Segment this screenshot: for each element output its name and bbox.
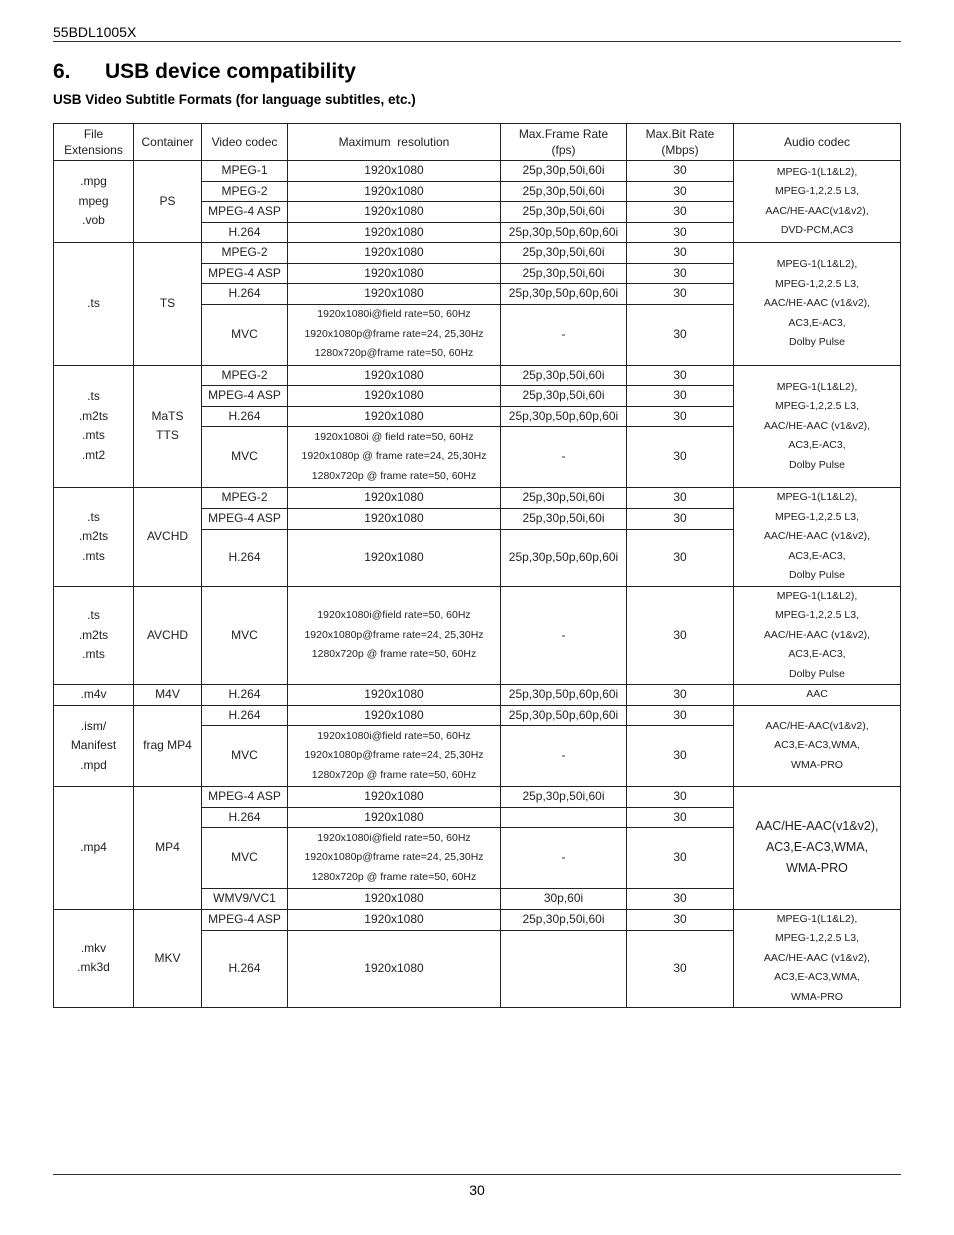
bit-rate-cell: 30	[627, 529, 734, 586]
container-cell: AVCHD	[134, 488, 202, 587]
file-extensions-cell: .mpg mpeg .vob	[54, 161, 134, 243]
header-audio-codec: Audio codec	[734, 124, 901, 161]
max-resolution-cell: 1920x1080	[288, 222, 501, 243]
bit-rate-cell: 30	[627, 807, 734, 828]
document-model-id: 55BDL1005X	[53, 24, 137, 40]
video-codec-cell: MVC	[202, 304, 288, 365]
max-resolution-cell: 1920x1080i@field rate=50, 60Hz 1920x1080p@frame rate=24, 25,30Hz 1280x720p @ frame rate=50, 60Hz	[288, 726, 501, 787]
page-number: 30	[469, 1182, 485, 1198]
video-codec-cell: MPEG-2	[202, 243, 288, 264]
audio-codec-cell: MPEG-1(L1&L2), MPEG-1,2,2.5 L3, AAC/HE-AAC(v1&v2), DVD-PCM,AC3	[734, 161, 901, 243]
video-codec-cell: H.264	[202, 222, 288, 243]
section-title	[53, 60, 356, 84]
video-codec-cell: MPEG-4 ASP	[202, 909, 288, 930]
bit-rate-cell: 30	[627, 828, 734, 889]
bit-rate-cell: 30	[627, 284, 734, 305]
bit-rate-cell: 30	[627, 406, 734, 427]
video-codec-cell: H.264	[202, 685, 288, 706]
video-codec-cell: WMV9/VC1	[202, 889, 288, 910]
frame-rate-cell: 25p,30p,50i,60i	[501, 386, 627, 407]
frame-rate-cell: -	[501, 726, 627, 787]
bit-rate-cell: 30	[627, 161, 734, 182]
bit-rate-cell: 30	[627, 488, 734, 509]
header-video-codec: Video codec	[202, 124, 288, 161]
video-codec-cell: MVC	[202, 726, 288, 787]
header-maximum-resolution: Maximum resolution	[288, 124, 501, 161]
bit-rate-cell: 30	[627, 386, 734, 407]
file-extensions-cell: .mkv .mk3d	[54, 909, 134, 1008]
bit-rate-cell: 30	[627, 705, 734, 726]
table-body	[54, 124, 901, 1008]
video-codec-cell: H.264	[202, 930, 288, 1007]
video-codec-cell: MVC	[202, 427, 288, 488]
max-resolution-cell: 1920x1080	[288, 488, 501, 509]
file-extensions-cell: .ts	[54, 243, 134, 366]
max-resolution-cell: 1920x1080i@field rate=50, 60Hz 1920x1080p@frame rate=24, 25,30Hz 1280x720p @ frame rate=50, 60Hz	[288, 828, 501, 889]
header-container: Container	[134, 124, 202, 161]
bit-rate-cell: 30	[627, 889, 734, 910]
table-row	[54, 161, 901, 182]
frame-rate-cell: 25p,30p,50p,60p,60i	[501, 406, 627, 427]
container-cell: MaTS TTS	[134, 365, 202, 488]
frame-rate-cell: 25p,30p,50p,60p,60i	[501, 529, 627, 586]
max-resolution-cell: 1920x1080	[288, 705, 501, 726]
footer-rule	[53, 1174, 901, 1175]
frame-rate-cell: 25p,30p,50p,60p,60i	[501, 222, 627, 243]
audio-codec-cell: MPEG-1(L1&L2), MPEG-1,2,2.5 L3, AAC/HE-AAC (v1&v2), AC3,E-AC3, Dolby Pulse	[734, 365, 901, 488]
frame-rate-cell: 25p,30p,50i,60i	[501, 488, 627, 509]
frame-rate-cell: 25p,30p,50i,60i	[501, 365, 627, 386]
video-codec-cell: H.264	[202, 529, 288, 586]
table-row	[54, 787, 901, 808]
max-resolution-cell: 1920x1080	[288, 930, 501, 1007]
section-title-text: USB device compatibility	[105, 60, 356, 83]
table-row	[54, 243, 901, 264]
audio-codec-cell: MPEG-1(L1&L2), MPEG-1,2,2.5 L3, AAC/HE-AAC (v1&v2), AC3,E-AC3, Dolby Pulse	[734, 243, 901, 366]
table-row	[54, 705, 901, 726]
video-codec-cell: MVC	[202, 828, 288, 889]
max-resolution-cell: 1920x1080i@field rate=50, 60Hz 1920x1080p@frame rate=24, 25,30Hz 1280x720p@frame rate=50, 60Hz	[288, 304, 501, 365]
audio-codec-cell: AAC/HE-AAC(v1&v2), AC3,E-AC3,WMA, WMA-PRO	[734, 787, 901, 910]
audio-codec-cell: AAC/HE-AAC(v1&v2), AC3,E-AC3,WMA, WMA-PRO	[734, 705, 901, 787]
container-cell: frag MP4	[134, 705, 202, 787]
frame-rate-cell: 25p,30p,50i,60i	[501, 263, 627, 284]
table-row	[54, 365, 901, 386]
video-codec-cell: MPEG-2	[202, 181, 288, 202]
table-row	[54, 488, 901, 509]
frame-rate-cell: -	[501, 304, 627, 365]
max-resolution-cell: 1920x1080	[288, 508, 501, 529]
max-resolution-cell: 1920x1080	[288, 529, 501, 586]
bit-rate-cell: 30	[627, 787, 734, 808]
video-codec-cell: MPEG-2	[202, 488, 288, 509]
container-cell: MKV	[134, 909, 202, 1008]
max-resolution-cell: 1920x1080	[288, 181, 501, 202]
header-rule	[53, 41, 901, 42]
usb-compatibility-table	[53, 123, 901, 1008]
bit-rate-cell: 30	[627, 181, 734, 202]
frame-rate-cell: -	[501, 586, 627, 685]
bit-rate-cell: 30	[627, 222, 734, 243]
video-codec-cell: MPEG-4 ASP	[202, 263, 288, 284]
video-codec-cell: MPEG-4 ASP	[202, 508, 288, 529]
bit-rate-cell: 30	[627, 202, 734, 223]
video-codec-cell: H.264	[202, 284, 288, 305]
bit-rate-cell: 30	[627, 930, 734, 1007]
max-resolution-cell: 1920x1080i @ field rate=50, 60Hz 1920x1080p @ frame rate=24, 25,30Hz 1280x720p @ frame rate=50, 60Hz	[288, 427, 501, 488]
frame-rate-cell: 25p,30p,50i,60i	[501, 202, 627, 223]
bit-rate-cell: 30	[627, 909, 734, 930]
max-resolution-cell: 1920x1080	[288, 406, 501, 427]
frame-rate-cell: 25p,30p,50i,60i	[501, 181, 627, 202]
container-cell: MP4	[134, 787, 202, 910]
max-resolution-cell: 1920x1080	[288, 284, 501, 305]
frame-rate-cell: 25p,30p,50p,60p,60i	[501, 705, 627, 726]
frame-rate-cell: -	[501, 427, 627, 488]
header-max-frame-rate: Max.Frame Rate (fps)	[501, 124, 627, 161]
file-extensions-cell: .ts .m2ts .mts .mt2	[54, 365, 134, 488]
max-resolution-cell: 1920x1080	[288, 263, 501, 284]
bit-rate-cell: 30	[627, 304, 734, 365]
frame-rate-cell	[501, 807, 627, 828]
frame-rate-cell: 25p,30p,50p,60p,60i	[501, 685, 627, 706]
video-codec-cell: MPEG-2	[202, 365, 288, 386]
video-codec-cell: MVC	[202, 586, 288, 685]
file-extensions-cell: .m4v	[54, 685, 134, 706]
bit-rate-cell: 30	[627, 243, 734, 264]
table-subtitle: USB Video Subtitle Formats (for language subtitles, etc.)	[53, 92, 416, 107]
frame-rate-cell: 25p,30p,50i,60i	[501, 909, 627, 930]
container-cell: PS	[134, 161, 202, 243]
max-resolution-cell: 1920x1080	[288, 365, 501, 386]
video-codec-cell: MPEG-1	[202, 161, 288, 182]
file-extensions-cell: .mp4	[54, 787, 134, 910]
audio-codec-cell: MPEG-1(L1&L2), MPEG-1,2,2.5 L3, AAC/HE-AAC (v1&v2), AC3,E-AC3, Dolby Pulse	[734, 586, 901, 685]
audio-codec-cell: MPEG-1(L1&L2), MPEG-1,2,2.5 L3, AAC/HE-AAC (v1&v2), AC3,E-AC3,WMA, WMA-PRO	[734, 909, 901, 1008]
max-resolution-cell: 1920x1080	[288, 787, 501, 808]
frame-rate-cell: 30p,60i	[501, 889, 627, 910]
container-cell: AVCHD	[134, 586, 202, 685]
frame-rate-cell	[501, 930, 627, 1007]
bit-rate-cell: 30	[627, 586, 734, 685]
max-resolution-cell: 1920x1080	[288, 685, 501, 706]
frame-rate-cell: 25p,30p,50i,60i	[501, 508, 627, 529]
max-resolution-cell: 1920x1080	[288, 161, 501, 182]
frame-rate-cell: 25p,30p,50i,60i	[501, 161, 627, 182]
audio-codec-cell: MPEG-1(L1&L2), MPEG-1,2,2.5 L3, AAC/HE-AAC (v1&v2), AC3,E-AC3, Dolby Pulse	[734, 488, 901, 587]
max-resolution-cell: 1920x1080	[288, 909, 501, 930]
video-codec-cell: MPEG-4 ASP	[202, 386, 288, 407]
header-file-extensions: File Extensions	[54, 124, 134, 161]
frame-rate-cell: 25p,30p,50i,60i	[501, 787, 627, 808]
bit-rate-cell: 30	[627, 726, 734, 787]
table-row	[54, 909, 901, 930]
bit-rate-cell: 30	[627, 427, 734, 488]
max-resolution-cell: 1920x1080i@field rate=50, 60Hz 1920x1080p@frame rate=24, 25,30Hz 1280x720p @ frame rate=50, 60Hz	[288, 586, 501, 685]
table-row	[54, 685, 901, 706]
max-resolution-cell: 1920x1080	[288, 386, 501, 407]
bit-rate-cell: 30	[627, 365, 734, 386]
file-extensions-cell: .ts .m2ts .mts	[54, 586, 134, 685]
max-resolution-cell: 1920x1080	[288, 202, 501, 223]
header-max-bit-rate: Max.Bit Rate (Mbps)	[627, 124, 734, 161]
max-resolution-cell: 1920x1080	[288, 889, 501, 910]
container-cell: M4V	[134, 685, 202, 706]
audio-codec-cell: AAC	[734, 685, 901, 706]
table-header-row	[54, 124, 901, 161]
file-extensions-cell: .ts .m2ts .mts	[54, 488, 134, 587]
frame-rate-cell: 25p,30p,50p,60p,60i	[501, 284, 627, 305]
frame-rate-cell: 25p,30p,50i,60i	[501, 243, 627, 264]
section-number: 6.	[53, 60, 71, 83]
bit-rate-cell: 30	[627, 685, 734, 706]
file-extensions-cell: .ism/ Manifest .mpd	[54, 705, 134, 787]
video-codec-cell: H.264	[202, 807, 288, 828]
table-row	[54, 586, 901, 685]
video-codec-cell: MPEG-4 ASP	[202, 787, 288, 808]
video-codec-cell: MPEG-4 ASP	[202, 202, 288, 223]
video-codec-cell: H.264	[202, 705, 288, 726]
max-resolution-cell: 1920x1080	[288, 243, 501, 264]
container-cell: TS	[134, 243, 202, 366]
video-codec-cell: H.264	[202, 406, 288, 427]
max-resolution-cell: 1920x1080	[288, 807, 501, 828]
bit-rate-cell: 30	[627, 508, 734, 529]
bit-rate-cell: 30	[627, 263, 734, 284]
frame-rate-cell: -	[501, 828, 627, 889]
